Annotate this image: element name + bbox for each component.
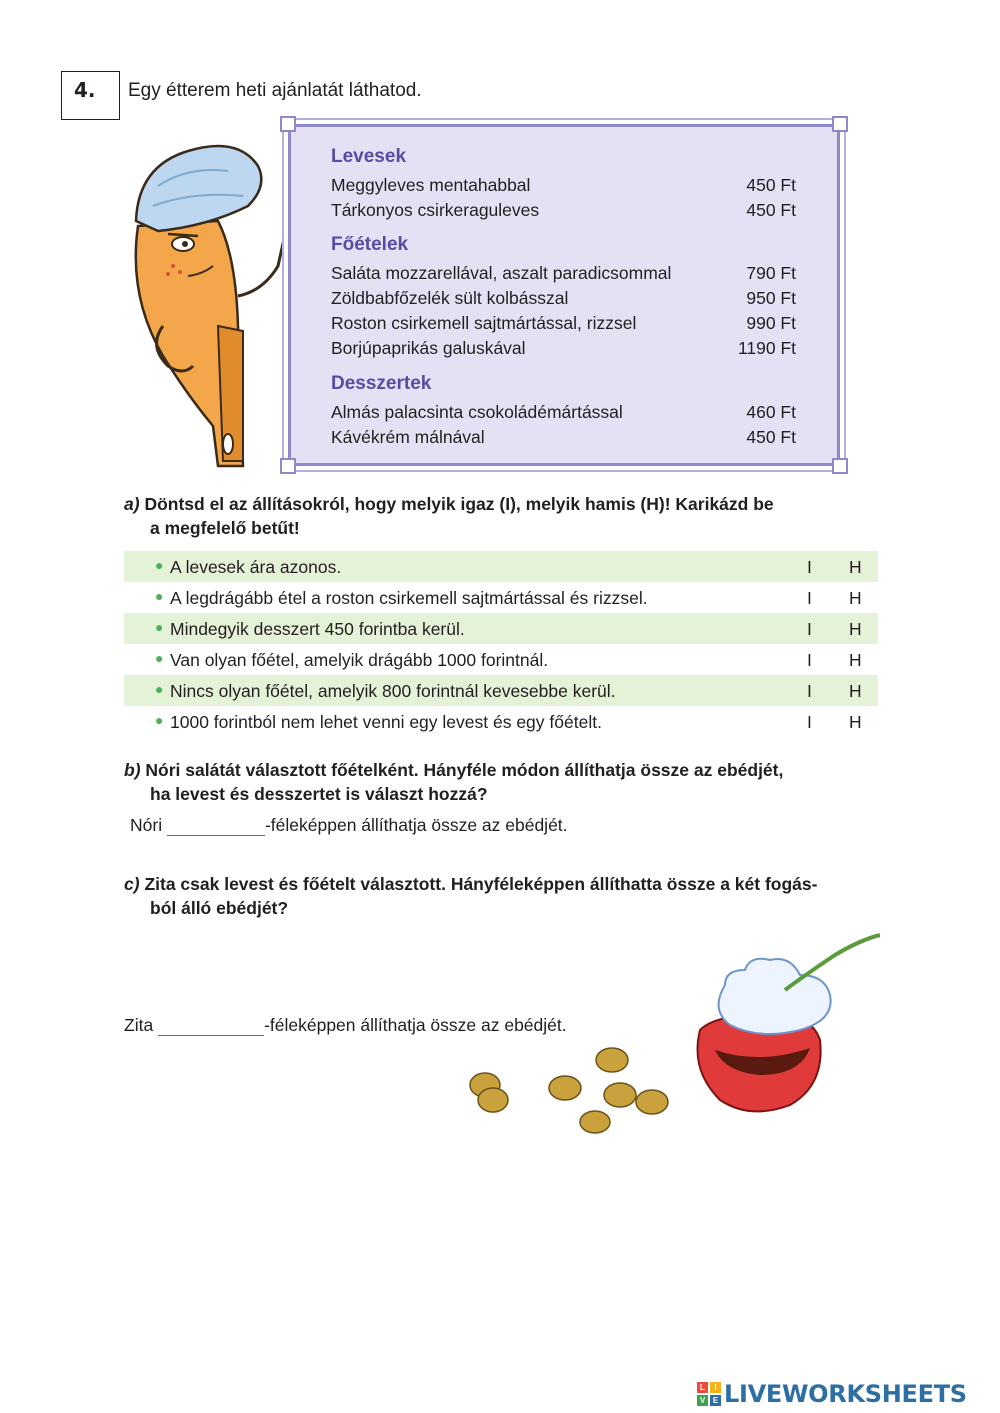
menu-item-name: Tárkonyos csirkeraguleves (331, 200, 540, 220)
statement-row (124, 644, 878, 675)
spoon-chef-illustration (118, 126, 303, 471)
question-a (124, 492, 880, 540)
option-false[interactable]: H (849, 712, 862, 732)
task-intro: Egy étterem heti ajánlatát láthatod. (128, 80, 422, 101)
menu-item (331, 313, 796, 334)
answer-c-input[interactable] (158, 1018, 264, 1036)
answer-b-input[interactable] (167, 818, 265, 836)
menu-item-name: Borjúpaprikás galuskával (331, 338, 526, 358)
menu-item-price: 790 Ft (746, 263, 796, 283)
logo-letter: L (697, 1382, 708, 1393)
question-text: Zita csak levest és főételt választott. Hányféleképpen állíthatta össze a két fogás- (144, 874, 818, 894)
corner-ornament (832, 116, 848, 132)
answer-prefix: Zita (124, 1015, 154, 1035)
menu-item-name: Roston csirkemell sajtmártással, rizzsel (331, 313, 637, 333)
question-text: Döntsd el az állításokról, hogy melyik igaz (I), melyik hamis (H)! Karikázd be (144, 494, 774, 514)
menu-item-price: 950 Ft (746, 288, 796, 308)
menu-section-mains: Főételek (331, 234, 409, 255)
answer-b (130, 815, 568, 836)
restaurant-menu (288, 124, 840, 466)
option-true[interactable]: I (807, 681, 812, 701)
question-label: a) (124, 494, 140, 514)
corner-ornament (280, 458, 296, 474)
menu-item-price: 990 Ft (746, 313, 796, 333)
liveworksheets-logo (697, 1380, 967, 1408)
bullet-icon: ● (155, 681, 164, 697)
answer-suffix: -féleképpen állíthatja össze az ebédjét. (264, 815, 568, 835)
logo-icon (697, 1382, 721, 1406)
answer-prefix: Nóri (130, 815, 163, 835)
corner-ornament (280, 116, 296, 132)
menu-item-name: Almás palacsinta csokoládémártással (331, 402, 623, 422)
logo-letter: E (710, 1395, 721, 1406)
menu-item (331, 402, 796, 423)
bullet-icon: ● (155, 619, 164, 635)
question-label: c) (124, 874, 140, 894)
menu-item-price: 460 Ft (746, 402, 796, 422)
menu-item-price: 450 Ft (746, 200, 796, 220)
logo-letter: I (710, 1382, 721, 1393)
option-false[interactable]: H (849, 557, 862, 577)
option-false[interactable]: H (849, 650, 862, 670)
option-false[interactable]: H (849, 619, 862, 639)
menu-item-name: Saláta mozzarellával, aszalt paradicsommal (331, 263, 672, 283)
corner-ornament (832, 458, 848, 474)
task-number: 4. (74, 78, 96, 102)
menu-item-name: Meggyleves mentahabbal (331, 175, 531, 195)
statement-row (124, 551, 878, 582)
option-true[interactable]: I (807, 557, 812, 577)
question-text: a megfelelő betűt! (150, 518, 300, 538)
menu-item-price: 450 Ft (746, 427, 796, 447)
menu-item-price: 450 Ft (746, 175, 796, 195)
statement-row (124, 675, 878, 706)
menu-item (331, 263, 796, 284)
task-number-box (61, 71, 120, 120)
statement-table (124, 551, 878, 737)
statement-row (124, 613, 878, 644)
bullet-icon: ● (155, 557, 164, 573)
menu-section-desserts: Desszertek (331, 373, 432, 394)
statement-row (124, 706, 878, 737)
option-true[interactable]: I (807, 650, 812, 670)
question-text: ból álló ebédjét? (150, 898, 289, 918)
statement-text: A legdrágább étel a roston csirkemell sajtmártással és rizzsel. (170, 588, 648, 608)
option-false[interactable]: H (849, 588, 862, 608)
option-true[interactable]: I (807, 588, 812, 608)
statement-text: Nincs olyan főétel, amelyik 800 forintnál kevesebbe kerül. (170, 681, 616, 701)
statement-text: 1000 forintból nem lehet venni egy levest és egy főételt. (170, 712, 602, 732)
question-label: b) (124, 760, 141, 780)
menu-item (331, 338, 796, 359)
statement-text: Mindegyik desszert 450 forintba kerül. (170, 619, 465, 639)
logo-letter: V (697, 1395, 708, 1406)
menu-item-name: Zöldbabfőzelék sült kolbásszal (331, 288, 569, 308)
menu-item (331, 427, 796, 448)
logo-text: LIVEWORKSHEETS (724, 1380, 967, 1408)
menu-item (331, 288, 796, 309)
question-c (124, 872, 880, 920)
menu-item (331, 200, 796, 221)
bullet-icon: ● (155, 588, 164, 604)
statement-text: Van olyan főétel, amelyik drágább 1000 forintnál. (170, 650, 549, 670)
cherry-dessert-illustration (460, 930, 880, 1145)
statement-row (124, 582, 878, 613)
question-text: ha levest és desszertet is választ hozzá? (150, 784, 488, 804)
menu-item-price: 1190 Ft (737, 338, 796, 358)
menu-item-name: Kávékrém málnával (331, 427, 485, 447)
question-text: Nóri salátát választott főételként. Hányféle módon állíthatja össze az ebédjét, (145, 760, 784, 780)
statement-text: A levesek ára azonos. (170, 557, 342, 577)
answer-suffix: -féleképpen állíthatja össze az ebédjét. (264, 1015, 567, 1035)
bullet-icon: ● (155, 650, 164, 666)
question-b (124, 758, 880, 806)
option-true[interactable]: I (807, 712, 812, 732)
menu-item (331, 175, 796, 196)
menu-section-soups: Levesek (331, 146, 407, 167)
option-false[interactable]: H (849, 681, 862, 701)
option-true[interactable]: I (807, 619, 812, 639)
bullet-icon: ● (155, 712, 164, 728)
